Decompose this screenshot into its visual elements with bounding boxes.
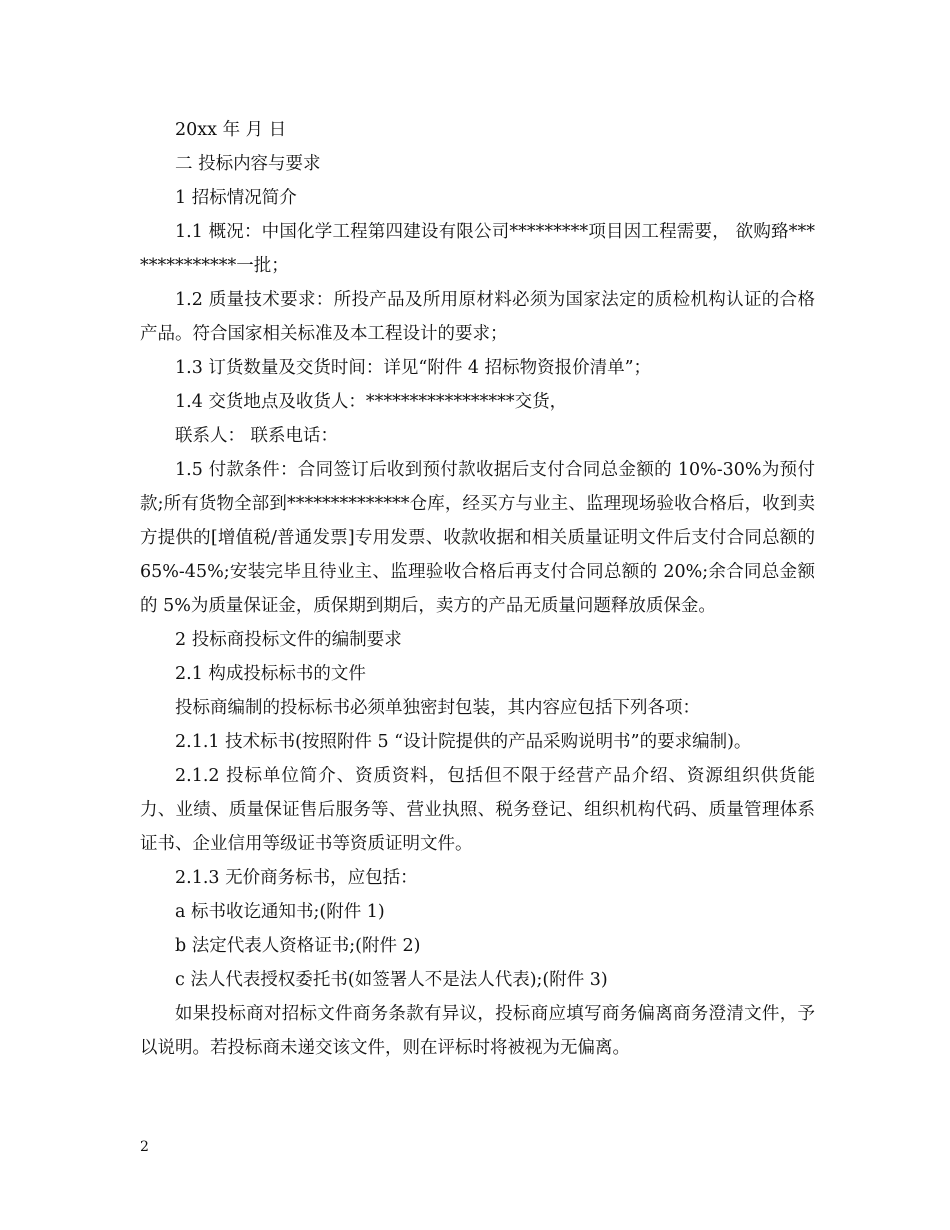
- date-line: 20xx 年 月 日: [175, 120, 287, 140]
- contact-line: 联系人： 联系电话：: [175, 426, 339, 446]
- list-item-b: b 法定代表人资格证书;(附件 2): [175, 936, 421, 956]
- document-body: [140, 113, 815, 1065]
- paragraph-2-1-2: 2.1.2 投标单位简介、资质资料，包括但不限于经营产品介绍、资源组织供货能力、业绩、质量保证售后服务等、营业执照、税务登记、组织机构代码、质量管理体系证书、企业信用等级证书等资质证明文件。: [140, 766, 815, 854]
- section-heading-bid-content: 二 投标内容与要求: [175, 154, 321, 174]
- list-item-a: a 标书收讫通知书;(附件 1): [175, 902, 385, 922]
- paragraph-1-3-quantity: 1.3 订货数量及交货时间：详见“附件 4 招标物资报价清单”；: [175, 358, 652, 378]
- paragraph-2-1-3: 2.1.3 无价商务标书，应包括：: [175, 868, 418, 888]
- paragraph-bid-package: 投标商编制的投标标书必须单独密封包装，其内容应包括下列各项：: [175, 698, 700, 718]
- paragraph-1-4-delivery: 1.4 交货地点及收货人：*****************交货，: [175, 392, 568, 412]
- paragraph-1-5-payment: 1.5 付款条件：合同签订后收到预付款收据后支付合同总金额的 10%-30%为预付款;所有货物全部到**************仓库，经买方与业主、监理现场验收合格后，收到卖方提供的[增值税/普通发票]专用发票、收款收据和相关质量证明文件后支付合同总额的 65%-45%;安装完毕且待业主、监理验收合格后再支付合同总额的 20%;余合同总金额的 5%为质量保证金，质保期到期后，卖方的产品无质量问题释放质保金。: [140, 460, 815, 616]
- subsection-heading-bid-document: 2 投标商投标文件的编制要求: [175, 630, 402, 650]
- list-item-c: c 法人代表授权委托书(如签署人不是法人代表);(附件 3): [175, 970, 608, 990]
- subsection-heading-overview: 1 招标情况简介: [175, 188, 297, 208]
- paragraph-1-2-quality: 1.2 质量技术要求：所投产品及所用原材料必须为国家法定的质检机构认证的合格产品。符合国家相关标准及本工程设计的要求；: [140, 290, 815, 344]
- paragraph-2-1-1: 2.1.1 技术标书(按照附件 5 “设计院提供的产品采购说明书”的要求编制)。: [175, 732, 752, 752]
- subsection-heading-2-1: 2.1 构成投标标书的文件: [175, 664, 366, 684]
- paragraph-deviation: 如果投标商对招标文件商务条款有异议，投标商应填写商务偏离商务澄清文件，予以说明。若投标商未递交该文件，则在评标时将被视为无偏离。: [140, 1004, 815, 1058]
- paragraph-1-1-overview: 1.1 概况：中国化学工程第四建设有限公司*********项目因工程需要， 欲购臵**************一批；: [140, 222, 815, 276]
- page-number: 2: [140, 1139, 149, 1155]
